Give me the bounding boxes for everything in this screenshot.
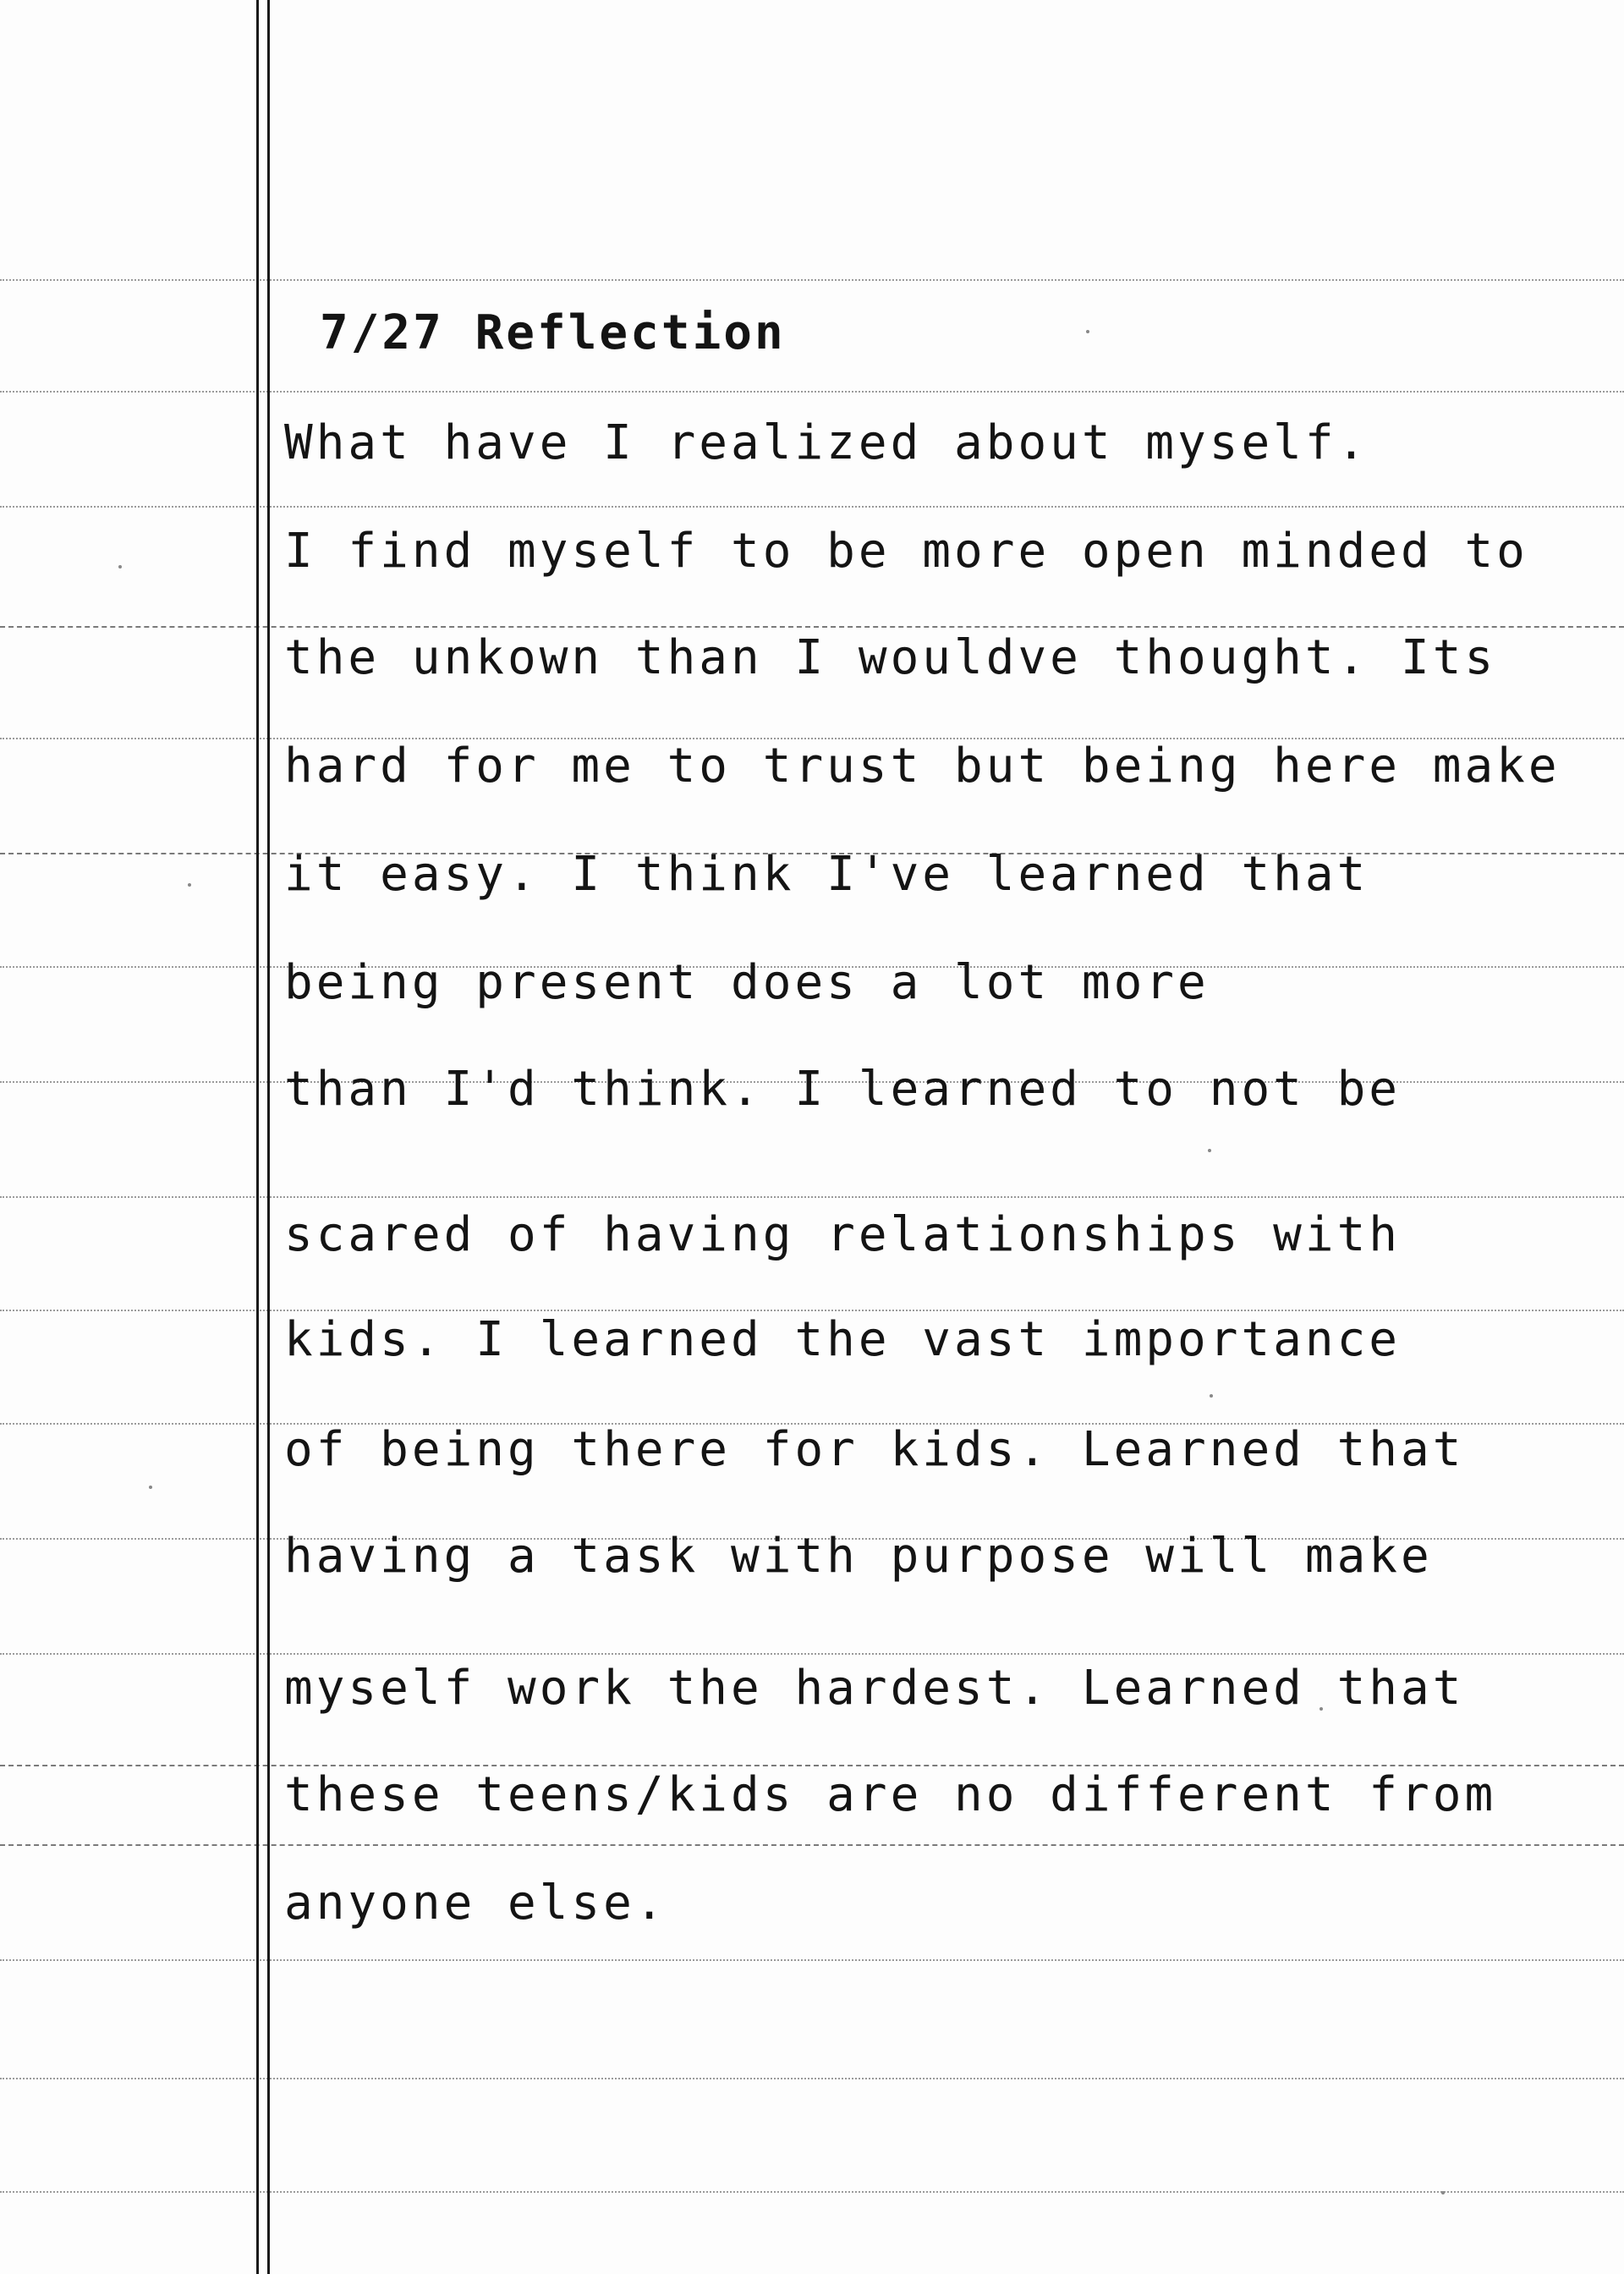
note-line: What have I realized about myself.	[284, 415, 1369, 470]
ruled-line	[0, 1844, 1624, 1846]
margin-line-right	[267, 0, 270, 2274]
ruled-line	[0, 391, 1624, 393]
note-line: scared of having relationships with	[284, 1207, 1402, 1262]
scan-speck	[1441, 2191, 1445, 2194]
note-line: hard for me to trust but being here make	[284, 739, 1561, 794]
ruled-line	[0, 1765, 1624, 1766]
ruled-line	[0, 2191, 1624, 2193]
scan-speck	[149, 1486, 152, 1489]
ruled-line	[0, 2078, 1624, 2079]
note-line: the unkown than I wouldve thought. Its	[284, 630, 1497, 685]
margin-line-left	[256, 0, 259, 2274]
note-line: of being there for kids. Learned that	[284, 1422, 1465, 1477]
ruled-line	[0, 1653, 1624, 1655]
scan-speck	[1208, 1149, 1211, 1152]
ruled-line	[0, 1959, 1624, 1961]
note-line: these teens/kids are no different from	[284, 1767, 1497, 1822]
scan-speck	[1086, 330, 1089, 333]
note-line: than I'd think. I learned to not be	[284, 1062, 1402, 1117]
note-line: it easy. I think I've learned that	[284, 847, 1369, 902]
note-line: kids. I learned the vast importance	[284, 1312, 1402, 1367]
note-line: myself work the hardest. Learned that	[284, 1661, 1465, 1716]
ruled-line	[0, 626, 1624, 628]
scan-speck	[118, 565, 122, 568]
note-line: being present does a lot more	[284, 955, 1210, 1010]
ruled-line	[0, 279, 1624, 281]
ruled-line	[0, 1310, 1624, 1311]
note-line: anyone else.	[284, 1876, 667, 1931]
scan-speck	[188, 883, 191, 887]
ruled-line	[0, 1196, 1624, 1198]
note-line: I find myself to be more open minded to	[284, 524, 1528, 579]
note-heading: 7/27 Reflection	[320, 305, 786, 360]
ruled-line	[0, 506, 1624, 508]
note-line: having a task with purpose will make	[284, 1529, 1433, 1584]
scan-speck	[1210, 1394, 1213, 1398]
